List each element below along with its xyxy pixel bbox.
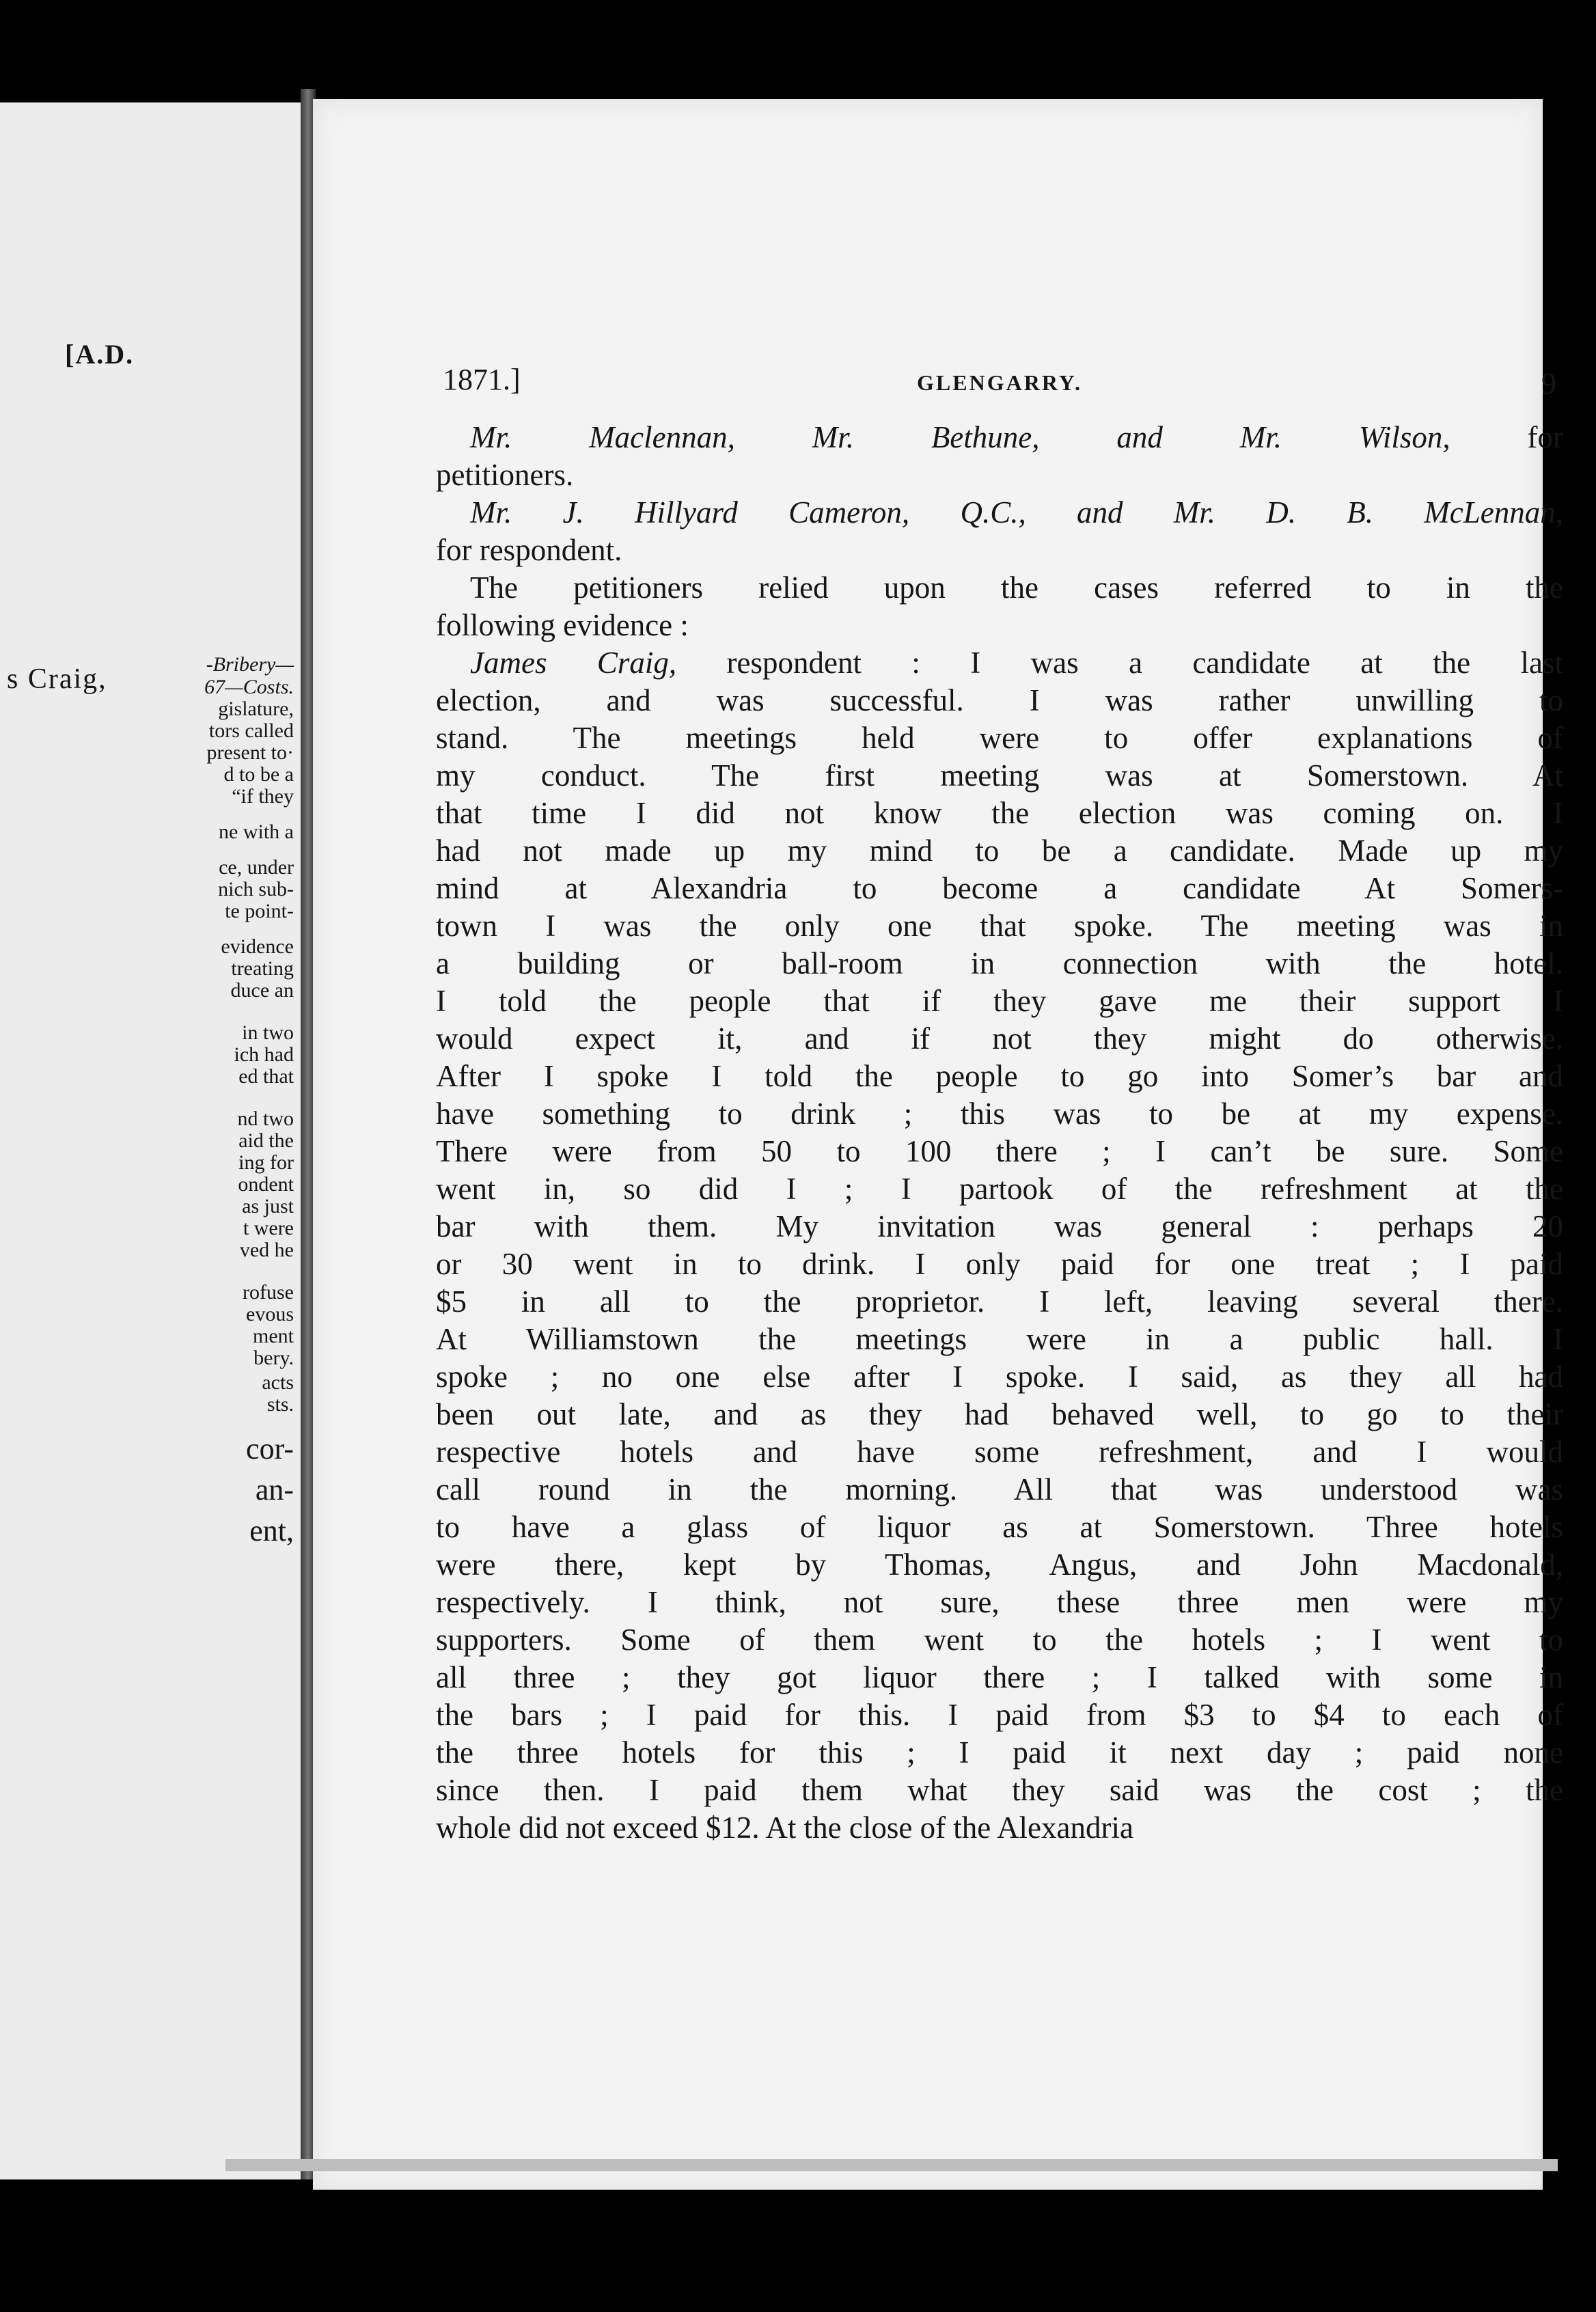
line-text: a building or ball-room in connection with the hotel. [436, 946, 1563, 980]
running-title: GLENGARRY. [917, 370, 1082, 395]
line-text: respective hotels and have some refreshment, and I would [436, 1435, 1563, 1469]
text-line [436, 607, 1563, 644]
line-text: At Williamstown the meetings were in a public hall. I [436, 1322, 1563, 1356]
text-line [436, 870, 1563, 907]
line-text: would expect it, and if not they might do otherwise. [436, 1021, 1563, 1056]
line-text: been out late, and as they had behaved well, to go to their [436, 1397, 1563, 1431]
margin-fragment: ent, [249, 1514, 294, 1547]
text-line [436, 419, 1563, 456]
text-line [436, 1133, 1563, 1170]
line-text: After I spoke I told the people to go into Somer’s bar and [436, 1059, 1563, 1093]
line-text: all three ; they got liquor there ; I talked with some in [436, 1660, 1563, 1694]
text-line [436, 1696, 1563, 1734]
text-line [436, 1433, 1563, 1471]
body-text [436, 419, 1563, 1847]
text-line [436, 945, 1563, 982]
margin-fragment: an- [255, 1473, 294, 1506]
margin-fragment: present to· [206, 741, 294, 764]
text-line [436, 982, 1563, 1020]
previous-page-header: [A.D. [65, 339, 135, 370]
text-line [436, 1246, 1563, 1283]
text-line [436, 532, 1563, 569]
line-text: that time I did not know the election was coming on. I [436, 796, 1563, 830]
text-line [436, 757, 1563, 795]
line-text: The petitioners relied upon the cases referred to in the [470, 570, 1563, 605]
margin-fragment: “if they [232, 785, 294, 808]
text-line [436, 1396, 1563, 1433]
header-year: 1871.] [443, 363, 521, 396]
line-text: supporters. Some of them went to the hotels ; I went to [436, 1623, 1563, 1657]
line-text: town I was the only one that spoke. The meeting was in [436, 909, 1563, 943]
line-text: since then. I paid them what they said was the cost ; the [436, 1773, 1563, 1807]
running-header [443, 362, 1556, 403]
line-text: stand. The meetings held were to offer explanations of [436, 721, 1563, 755]
line-text: or 30 went in to drink. I only paid for one treat ; I paid [436, 1247, 1563, 1281]
margin-fragment: cor- [246, 1432, 294, 1465]
margin-fragment: -Bribery— [206, 653, 294, 676]
margin-fragment: evidence [221, 935, 294, 958]
margin-fragment: ved he [239, 1239, 294, 1261]
line-text: election, and was successful. I was rather unwilling to [436, 683, 1563, 717]
margin-fragment: bery. [253, 1347, 294, 1369]
line-text: were there, kept by Thomas, Angus, and John Macdonald, [436, 1547, 1563, 1582]
line-text: for respondent. [436, 533, 622, 567]
text-line [436, 1659, 1563, 1696]
line-text: had not made up my mind to be a candidate. Made up my [436, 834, 1563, 868]
line-text: the three hotels for this ; I paid it next day ; paid none [436, 1735, 1563, 1770]
text-line [436, 1471, 1563, 1509]
line-text: for [1450, 420, 1563, 454]
margin-fragment: nd two [237, 1107, 294, 1130]
text-line [436, 832, 1563, 870]
line-text: , [1555, 495, 1563, 529]
line-text: whole did not exceed $12. At the close of the Alexandria [436, 1811, 1133, 1845]
text-line [436, 1358, 1563, 1396]
margin-fragment: te point- [225, 900, 294, 922]
italic-name: Mr. Maclennan, Mr. Bethune, and Mr. Wilson, [470, 420, 1450, 454]
text-line [436, 1509, 1563, 1546]
margin-fragment: t were [243, 1217, 294, 1239]
margin-fragment: tors called [208, 719, 294, 742]
margin-fragment: ce, under [219, 856, 294, 879]
margin-fragment: gislature, [218, 698, 294, 720]
line-text: petitioners. [436, 458, 574, 492]
text-line [436, 795, 1563, 832]
line-text: There were from 50 to 100 there ; I can’t be sure. Some [436, 1134, 1563, 1168]
text-line [436, 1584, 1563, 1621]
margin-fragment: aid the [238, 1129, 294, 1152]
italic-name: Mr. J. Hillyard Cameron, Q.C., and Mr. D. B. McLennan [470, 495, 1556, 529]
text-line [436, 456, 1563, 494]
text-line [436, 1208, 1563, 1246]
line-text: call round in the morning. All that was understood was [436, 1472, 1563, 1506]
text-line [436, 1809, 1563, 1847]
line-text: have something to drink ; this was to be at my expense. [436, 1097, 1563, 1131]
text-line [436, 682, 1563, 719]
text-line [436, 644, 1563, 682]
line-text: respondent : I was a candidate at the last [676, 646, 1563, 680]
margin-fragment: rofuse [243, 1281, 294, 1304]
line-text: mind at Alexandria to become a candidate At Somers- [436, 871, 1563, 905]
page-bottom-edge [225, 2159, 1558, 2171]
margin-fragment: acts [262, 1371, 294, 1394]
margin-fragment: nich sub- [218, 878, 294, 900]
text-line [436, 494, 1563, 532]
italic-name: James Craig, [470, 646, 677, 680]
line-text: following evidence : [436, 608, 689, 642]
line-text: went in, so did I ; I partook of the refreshment at the [436, 1172, 1563, 1206]
margin-fragment: ing for [238, 1151, 294, 1174]
text-line [436, 1546, 1563, 1584]
text-line [436, 907, 1563, 945]
page-number: 9 [1541, 367, 1556, 400]
line-text: the bars ; I paid for this. I paid from $3 to $4 to each of [436, 1698, 1563, 1732]
line-text: to have a glass of liquor as at Somerstown. Three hotels [436, 1510, 1563, 1544]
text-line [436, 719, 1563, 757]
text-line [436, 1772, 1563, 1809]
margin-fragment: ne with a [219, 821, 294, 843]
line-text: bar with them. My invitation was general : perhaps 20 [436, 1209, 1563, 1243]
text-line [436, 1020, 1563, 1058]
margin-fragment: evous [246, 1303, 294, 1325]
line-text: I told the people that if they gave me their support I [436, 984, 1563, 1018]
margin-fragment: 67—Costs. [204, 676, 294, 698]
text-line [436, 1621, 1563, 1659]
margin-fragment: as just [242, 1195, 294, 1217]
margin-fragment: ondent [238, 1173, 294, 1196]
margin-fragment: sts. [266, 1393, 294, 1416]
text-line [436, 1170, 1563, 1208]
text-line [436, 1321, 1563, 1358]
text-line [436, 1734, 1563, 1772]
margin-fragment: d to be a [223, 763, 294, 786]
text-line [436, 1058, 1563, 1095]
line-text: spoke ; no one else after I spoke. I said, as they all had [436, 1360, 1563, 1394]
previous-page-heading-fragment: s Craig, [7, 663, 107, 695]
page [313, 99, 1563, 2190]
text-line [436, 1095, 1563, 1133]
line-text: respectively. I think, not sure, these three men were my [436, 1585, 1563, 1619]
line-text: $5 in all to the proprietor. I left, leaving several there. [436, 1284, 1563, 1319]
margin-fragment: ed that [238, 1065, 294, 1088]
margin-fragment: ich had [234, 1043, 294, 1066]
previous-page-fragment [0, 102, 304, 2179]
margin-fragment: ment [253, 1325, 294, 1347]
line-text: my conduct. The first meeting was at Somerstown. At [436, 758, 1563, 793]
margin-fragment: in two [242, 1021, 294, 1044]
text-line [436, 1283, 1563, 1321]
text-line [436, 569, 1563, 607]
margin-fragment: duce an [230, 979, 294, 1002]
margin-fragment: treating [231, 957, 294, 980]
